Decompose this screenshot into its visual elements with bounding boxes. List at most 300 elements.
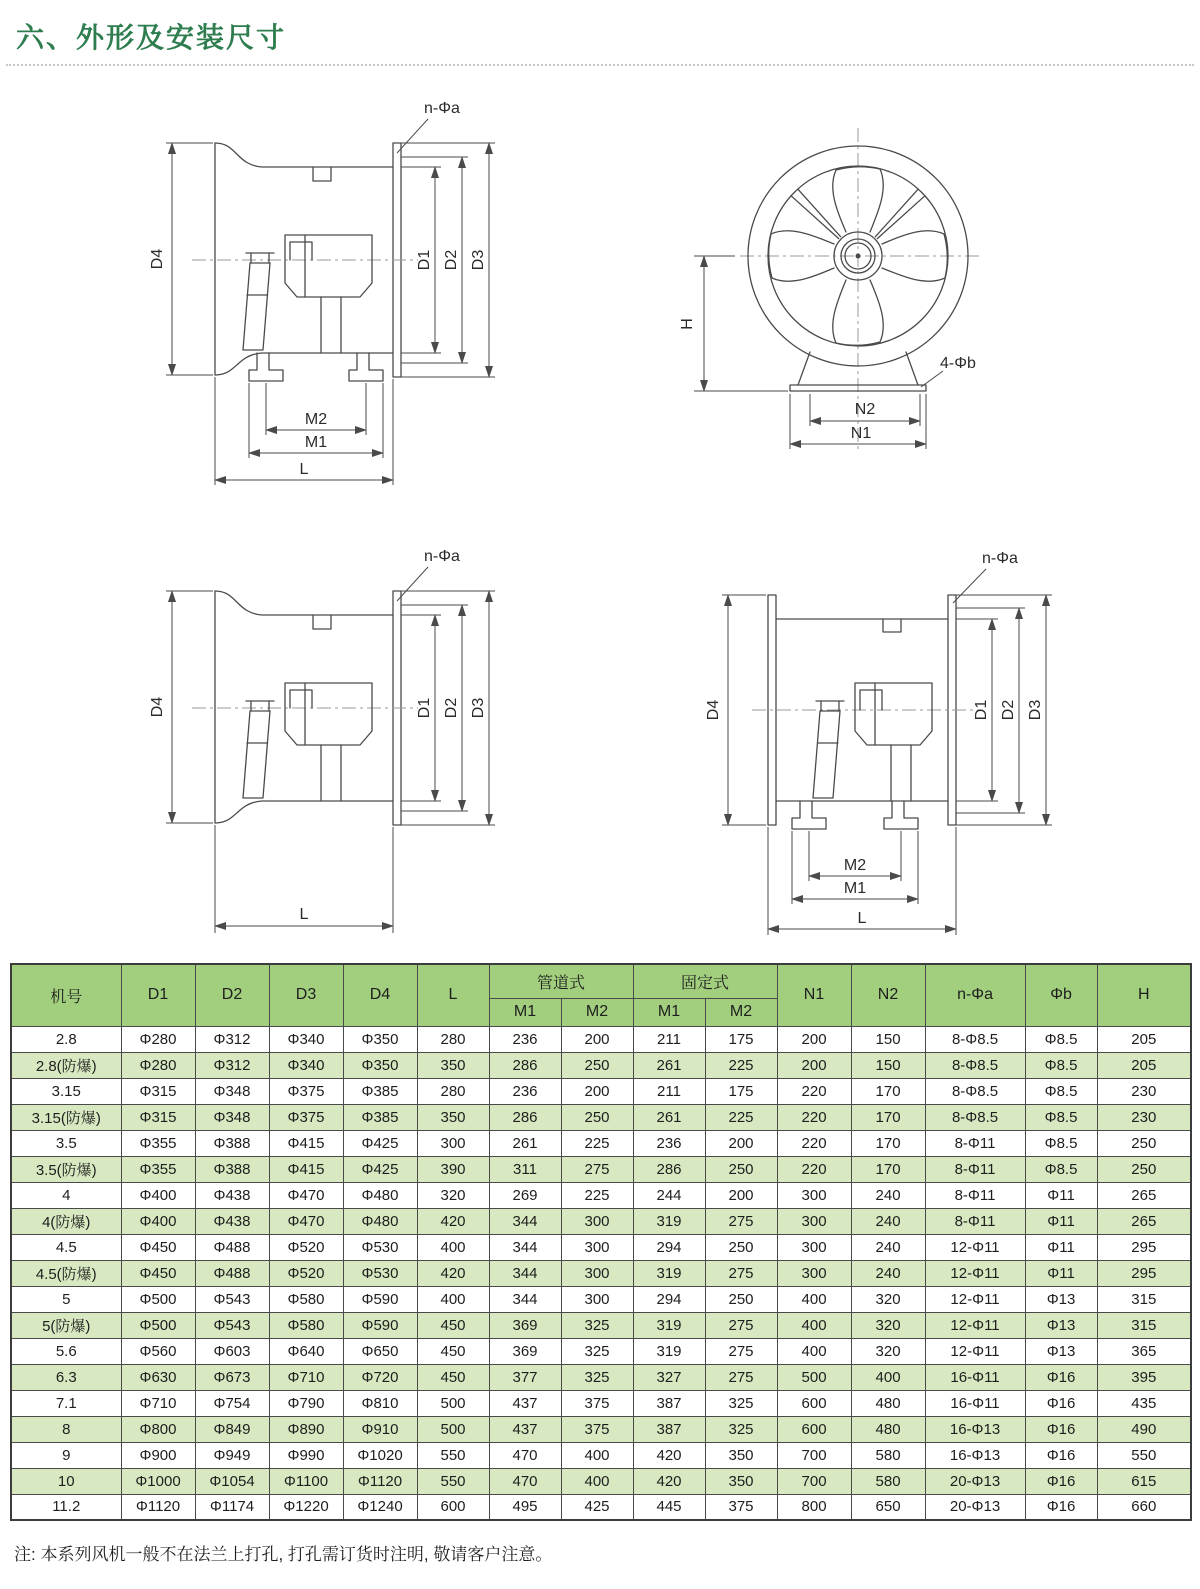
table-cell: 600: [777, 1416, 851, 1442]
table-cell: Φ388: [195, 1156, 269, 1182]
dim-label-h: H: [679, 318, 696, 330]
table-cell: 344: [489, 1208, 561, 1234]
table-cell: 400: [777, 1312, 851, 1338]
footnote: 注: 本系列风机一般不在法兰上打孔, 打孔需订货时注明, 敬请客户注意。: [14, 1545, 553, 1564]
table-cell: Φ520: [269, 1260, 343, 1286]
table-cell: Φ710: [121, 1390, 195, 1416]
table-cell: Φ450: [121, 1260, 195, 1286]
table-cell: Φ630: [121, 1364, 195, 1390]
table-cell: 170: [851, 1104, 925, 1130]
table-cell: 377: [489, 1364, 561, 1390]
table-cell: 275: [705, 1338, 777, 1364]
table-row: [11, 1416, 1191, 1442]
table-cell: 236: [489, 1026, 561, 1052]
mounting-feet: [792, 801, 918, 829]
drawing-front-view: [640, 108, 1060, 463]
table-cell: 500: [417, 1390, 489, 1416]
table-cell: Φ488: [195, 1234, 269, 1260]
table-cell: Φ16: [1025, 1468, 1097, 1494]
table-cell: 500: [417, 1416, 489, 1442]
dim-label-d4: D4: [149, 248, 166, 270]
dim-label-n-phi-a: n-Φa: [982, 550, 1018, 567]
table-cell: 150: [851, 1052, 925, 1078]
table-cell: 3.15(防爆): [11, 1104, 121, 1130]
table-row: [11, 1026, 1191, 1052]
table-cell: 320: [417, 1182, 489, 1208]
table-cell: 8-Φ8.5: [925, 1026, 1025, 1052]
mounting-feet: [249, 353, 383, 381]
table-cell: Φ315: [121, 1104, 195, 1130]
table-cell: Φ1120: [121, 1494, 195, 1520]
table-cell: 420: [417, 1208, 489, 1234]
table-cell: 8-Φ11: [925, 1208, 1025, 1234]
table-cell: 175: [705, 1026, 777, 1052]
table-cell: 16-Φ13: [925, 1416, 1025, 1442]
table-cell: Φ385: [343, 1104, 417, 1130]
header-n2: N2: [851, 964, 925, 1026]
table-row: [11, 1130, 1191, 1156]
dim-label-m2: M2: [304, 411, 328, 428]
table-row: [11, 1208, 1191, 1234]
table-cell: Φ415: [269, 1130, 343, 1156]
table-row: [11, 1468, 1191, 1494]
table-cell: 325: [561, 1364, 633, 1390]
table-cell: 387: [633, 1390, 705, 1416]
table-cell: Φ603: [195, 1338, 269, 1364]
dim-label-d3: D3: [470, 697, 487, 719]
table-cell: 344: [489, 1286, 561, 1312]
table-cell: Φ560: [121, 1338, 195, 1364]
table-cell: Φ543: [195, 1312, 269, 1338]
table-cell: 286: [489, 1052, 561, 1078]
table-cell: Φ280: [121, 1052, 195, 1078]
table-cell: Φ355: [121, 1156, 195, 1182]
dim-label-l: L: [299, 906, 309, 923]
table-cell: 5.6: [11, 1338, 121, 1364]
table-cell: Φ315: [121, 1078, 195, 1104]
table-cell: 435: [1097, 1390, 1191, 1416]
table-row: [11, 1156, 1191, 1182]
table-cell: Φ590: [343, 1312, 417, 1338]
table-cell: 600: [417, 1494, 489, 1520]
table-cell: 8-Φ11: [925, 1130, 1025, 1156]
table-cell: 4.5: [11, 1234, 121, 1260]
table-cell: 225: [561, 1130, 633, 1156]
table-cell: Φ11: [1025, 1234, 1097, 1260]
table-cell: 350: [705, 1468, 777, 1494]
table-cell: Φ470: [269, 1182, 343, 1208]
table-cell: Φ470: [269, 1208, 343, 1234]
table-cell: 211: [633, 1026, 705, 1052]
table-cell: 3.5: [11, 1130, 121, 1156]
table-cell: 319: [633, 1260, 705, 1286]
dim-label-n-phi-a: n-Φa: [424, 100, 460, 117]
table-cell: 300: [561, 1260, 633, 1286]
table-cell: Φ425: [343, 1156, 417, 1182]
table-cell: Φ530: [343, 1234, 417, 1260]
table-cell: Φ355: [121, 1130, 195, 1156]
table-cell: 275: [705, 1364, 777, 1390]
table-cell: Φ348: [195, 1104, 269, 1130]
table-cell: 205: [1097, 1026, 1191, 1052]
table-cell: 16-Φ13: [925, 1442, 1025, 1468]
table-cell: Φ11: [1025, 1208, 1097, 1234]
table-cell: 365: [1097, 1338, 1191, 1364]
table-cell: 220: [777, 1156, 851, 1182]
table-cell: Φ890: [269, 1416, 343, 1442]
table-cell: 325: [705, 1390, 777, 1416]
table-cell: 350: [417, 1052, 489, 1078]
header-h: H: [1097, 964, 1191, 1026]
table-cell: Φ415: [269, 1156, 343, 1182]
table-cell: 660: [1097, 1494, 1191, 1520]
table-cell: 320: [851, 1286, 925, 1312]
table-row: [11, 1078, 1191, 1104]
table-cell: 400: [561, 1468, 633, 1494]
table-cell: 350: [417, 1104, 489, 1130]
table-cell: Φ312: [195, 1026, 269, 1052]
table-cell: 225: [705, 1052, 777, 1078]
table-cell: 580: [851, 1468, 925, 1494]
table-cell: 400: [777, 1286, 851, 1312]
table-cell: Φ849: [195, 1416, 269, 1442]
table-cell: 700: [777, 1468, 851, 1494]
table-cell: Φ400: [121, 1182, 195, 1208]
table-cell: 300: [777, 1234, 851, 1260]
table-cell: 12-Φ11: [925, 1260, 1025, 1286]
table-cell: 344: [489, 1260, 561, 1286]
table-cell: Φ1174: [195, 1494, 269, 1520]
table-cell: 12-Φ11: [925, 1312, 1025, 1338]
table-cell: 319: [633, 1208, 705, 1234]
table-cell: 20-Φ13: [925, 1468, 1025, 1494]
table-cell: Φ8.5: [1025, 1026, 1097, 1052]
table-cell: 550: [417, 1468, 489, 1494]
table-cell: 240: [851, 1260, 925, 1286]
table-row: [11, 1104, 1191, 1130]
table-cell: 250: [705, 1286, 777, 1312]
header-duct-m2: M2: [561, 998, 633, 1026]
table-cell: 220: [777, 1104, 851, 1130]
table-cell: 6.3: [11, 1364, 121, 1390]
table-cell: Φ13: [1025, 1312, 1097, 1338]
table-cell: 275: [705, 1208, 777, 1234]
table-cell: Φ754: [195, 1390, 269, 1416]
table-cell: 400: [561, 1442, 633, 1468]
table-cell: Φ1220: [269, 1494, 343, 1520]
drawing-side-view-plain: [100, 533, 540, 941]
table-cell: 315: [1097, 1286, 1191, 1312]
table-cell: 400: [851, 1364, 925, 1390]
table-row: [11, 1390, 1191, 1416]
table-cell: 150: [851, 1026, 925, 1052]
table-cell: Φ425: [343, 1130, 417, 1156]
table-cell: Φ348: [195, 1078, 269, 1104]
dim-label-d3: D3: [470, 249, 487, 271]
table-cell: Φ388: [195, 1130, 269, 1156]
table-cell: 294: [633, 1234, 705, 1260]
table-cell: 225: [705, 1104, 777, 1130]
dim-label-m1: M1: [304, 434, 328, 451]
table-cell: 269: [489, 1182, 561, 1208]
table-row: [11, 1260, 1191, 1286]
table-cell: Φ1000: [121, 1468, 195, 1494]
table-cell: Φ8.5: [1025, 1156, 1097, 1182]
table-cell: 445: [633, 1494, 705, 1520]
table-cell: 700: [777, 1442, 851, 1468]
table-cell: 350: [705, 1442, 777, 1468]
dimension-table-body: [11, 1026, 1191, 1520]
table-cell: 286: [489, 1104, 561, 1130]
table-cell: 420: [417, 1260, 489, 1286]
table-cell: 10: [11, 1468, 121, 1494]
table-cell: Φ13: [1025, 1338, 1097, 1364]
table-cell: 315: [1097, 1312, 1191, 1338]
dim-label-4-phi-b: 4-Φb: [940, 355, 976, 372]
table-cell: 280: [417, 1026, 489, 1052]
table-cell: 265: [1097, 1208, 1191, 1234]
table-cell: Φ16: [1025, 1442, 1097, 1468]
table-cell: Φ900: [121, 1442, 195, 1468]
table-cell: 490: [1097, 1416, 1191, 1442]
dim-label-d4: D4: [149, 696, 166, 718]
drawing-duct-type-side-view: [100, 85, 540, 497]
table-cell: 20-Φ13: [925, 1494, 1025, 1520]
table-cell: Φ400: [121, 1208, 195, 1234]
table-cell: Φ650: [343, 1338, 417, 1364]
table-cell: 170: [851, 1156, 925, 1182]
table-cell: 650: [851, 1494, 925, 1520]
table-cell: 8: [11, 1416, 121, 1442]
dim-label-l: L: [857, 910, 867, 927]
table-cell: Φ910: [343, 1416, 417, 1442]
dim-label-d2: D2: [443, 249, 460, 271]
table-row: [11, 1286, 1191, 1312]
table-cell: 387: [633, 1416, 705, 1442]
table-cell: 495: [489, 1494, 561, 1520]
table-cell: Φ16: [1025, 1416, 1097, 1442]
table-cell: Φ720: [343, 1364, 417, 1390]
table-cell: 325: [561, 1312, 633, 1338]
table-cell: 4(防爆): [11, 1208, 121, 1234]
table-cell: 250: [705, 1156, 777, 1182]
table-cell: Φ8.5: [1025, 1078, 1097, 1104]
impeller-hub: [834, 232, 882, 280]
table-cell: Φ543: [195, 1286, 269, 1312]
table-cell: Φ13: [1025, 1286, 1097, 1312]
header-d4: D4: [343, 964, 417, 1026]
table-cell: 600: [777, 1390, 851, 1416]
table-cell: 400: [417, 1234, 489, 1260]
page-title: 六、外形及安装尺寸: [16, 22, 287, 53]
table-cell: 437: [489, 1390, 561, 1416]
table-cell: 16-Φ11: [925, 1390, 1025, 1416]
dim-label-d1: D1: [416, 249, 433, 271]
table-cell: Φ640: [269, 1338, 343, 1364]
header-l: L: [417, 964, 489, 1026]
table-cell: 275: [705, 1312, 777, 1338]
header-model: 机号: [11, 964, 121, 1026]
table-cell: 5(防爆): [11, 1312, 121, 1338]
dimension-lines: [722, 569, 1052, 935]
header-n-phi-a: n-Φa: [925, 964, 1025, 1026]
table-cell: 280: [417, 1078, 489, 1104]
dim-label-d2: D2: [443, 697, 460, 719]
table-cell: Φ312: [195, 1052, 269, 1078]
table-cell: 390: [417, 1156, 489, 1182]
table-cell: 320: [851, 1312, 925, 1338]
table-cell: 420: [633, 1442, 705, 1468]
table-cell: 320: [851, 1338, 925, 1364]
table-cell: 295: [1097, 1260, 1191, 1286]
table-cell: 344: [489, 1234, 561, 1260]
table-cell: 550: [1097, 1442, 1191, 1468]
table-cell: 615: [1097, 1468, 1191, 1494]
table-cell: 300: [777, 1182, 851, 1208]
table-cell: 319: [633, 1338, 705, 1364]
table-cell: 286: [633, 1156, 705, 1182]
table-cell: Φ8.5: [1025, 1104, 1097, 1130]
table-cell: 9: [11, 1442, 121, 1468]
table-row: [11, 1338, 1191, 1364]
table-cell: 250: [561, 1052, 633, 1078]
table-cell: 300: [561, 1286, 633, 1312]
dim-label-d1: D1: [416, 697, 433, 719]
header-n1: N1: [777, 964, 851, 1026]
table-cell: 425: [561, 1494, 633, 1520]
dim-label-d4: D4: [705, 699, 722, 721]
table-cell: Φ590: [343, 1286, 417, 1312]
table-cell: 261: [489, 1130, 561, 1156]
table-cell: Φ790: [269, 1390, 343, 1416]
table-cell: Φ520: [269, 1234, 343, 1260]
table-cell: 450: [417, 1338, 489, 1364]
header-duct-m1: M1: [489, 998, 561, 1026]
table-cell: 261: [633, 1052, 705, 1078]
table-cell: 295: [1097, 1234, 1191, 1260]
table-cell: 230: [1097, 1078, 1191, 1104]
dim-label-m2: M2: [843, 857, 867, 874]
table-cell: Φ350: [343, 1052, 417, 1078]
table-cell: 300: [417, 1130, 489, 1156]
table-cell: 16-Φ11: [925, 1364, 1025, 1390]
table-cell: Φ1100: [269, 1468, 343, 1494]
dimension-table: [10, 963, 1192, 1521]
table-cell: Φ340: [269, 1026, 343, 1052]
table-cell: 300: [561, 1208, 633, 1234]
table-cell: 261: [633, 1104, 705, 1130]
table-cell: 300: [777, 1260, 851, 1286]
header-fixed-m1: M1: [633, 998, 705, 1026]
table-cell: 8-Φ11: [925, 1182, 1025, 1208]
table-cell: 175: [705, 1078, 777, 1104]
dim-label-m1: M1: [843, 880, 867, 897]
table-cell: Φ500: [121, 1286, 195, 1312]
dim-label-l: L: [299, 461, 309, 478]
table-cell: Φ1054: [195, 1468, 269, 1494]
table-cell: 12-Φ11: [925, 1338, 1025, 1364]
table-cell: 5: [11, 1286, 121, 1312]
dim-label-n2: N2: [854, 401, 876, 418]
table-cell: 236: [489, 1078, 561, 1104]
table-cell: 8-Φ8.5: [925, 1078, 1025, 1104]
table-cell: Φ8.5: [1025, 1130, 1097, 1156]
table-row: [11, 1494, 1191, 1520]
table-cell: 580: [851, 1442, 925, 1468]
table-cell: 236: [633, 1130, 705, 1156]
table-cell: Φ438: [195, 1182, 269, 1208]
table-cell: Φ280: [121, 1026, 195, 1052]
table-row: [11, 1052, 1191, 1078]
table-cell: 200: [561, 1078, 633, 1104]
table-cell: 240: [851, 1234, 925, 1260]
table-cell: 200: [705, 1130, 777, 1156]
table-cell: 369: [489, 1312, 561, 1338]
table-cell: Φ438: [195, 1208, 269, 1234]
table-cell: Φ16: [1025, 1364, 1097, 1390]
table-cell: 375: [705, 1494, 777, 1520]
table-cell: 244: [633, 1182, 705, 1208]
dim-label-n1: N1: [850, 425, 872, 442]
table-cell: 400: [417, 1286, 489, 1312]
table-cell: Φ16: [1025, 1390, 1097, 1416]
table-cell: 369: [489, 1338, 561, 1364]
table-cell: Φ8.5: [1025, 1052, 1097, 1078]
table-cell: 200: [561, 1026, 633, 1052]
header-d3: D3: [269, 964, 343, 1026]
table-cell: 11.2: [11, 1494, 121, 1520]
table-row: [11, 1182, 1191, 1208]
table-cell: 240: [851, 1208, 925, 1234]
dim-label-d3: D3: [1027, 699, 1044, 721]
title-separator: [6, 64, 1194, 66]
table-cell: Φ385: [343, 1078, 417, 1104]
table-cell: 800: [777, 1494, 851, 1520]
table-cell: 437: [489, 1416, 561, 1442]
table-cell: 4: [11, 1182, 121, 1208]
table-cell: 220: [777, 1078, 851, 1104]
table-cell: Φ710: [269, 1364, 343, 1390]
table-cell: 200: [777, 1026, 851, 1052]
table-cell: Φ800: [121, 1416, 195, 1442]
header-phi-b: Φb: [1025, 964, 1097, 1026]
table-cell: Φ11: [1025, 1182, 1097, 1208]
table-cell: Φ949: [195, 1442, 269, 1468]
table-cell: Φ340: [269, 1052, 343, 1078]
table-cell: 200: [777, 1052, 851, 1078]
table-cell: Φ500: [121, 1312, 195, 1338]
table-cell: 205: [1097, 1052, 1191, 1078]
table-cell: 265: [1097, 1182, 1191, 1208]
table-cell: Φ350: [343, 1026, 417, 1052]
table-cell: Φ375: [269, 1104, 343, 1130]
table-row: [11, 1364, 1191, 1390]
table-cell: 200: [705, 1182, 777, 1208]
table-cell: Φ580: [269, 1312, 343, 1338]
table-row: [11, 1312, 1191, 1338]
table-cell: Φ810: [343, 1390, 417, 1416]
table-cell: 220: [777, 1130, 851, 1156]
header-d2: D2: [195, 964, 269, 1026]
table-cell: 170: [851, 1078, 925, 1104]
table-cell: 375: [561, 1416, 633, 1442]
table-cell: 12-Φ11: [925, 1234, 1025, 1260]
table-cell: 275: [561, 1156, 633, 1182]
table-cell: 450: [417, 1364, 489, 1390]
table-cell: Φ530: [343, 1260, 417, 1286]
dim-label-d1: D1: [973, 699, 990, 721]
table-cell: 550: [417, 1442, 489, 1468]
